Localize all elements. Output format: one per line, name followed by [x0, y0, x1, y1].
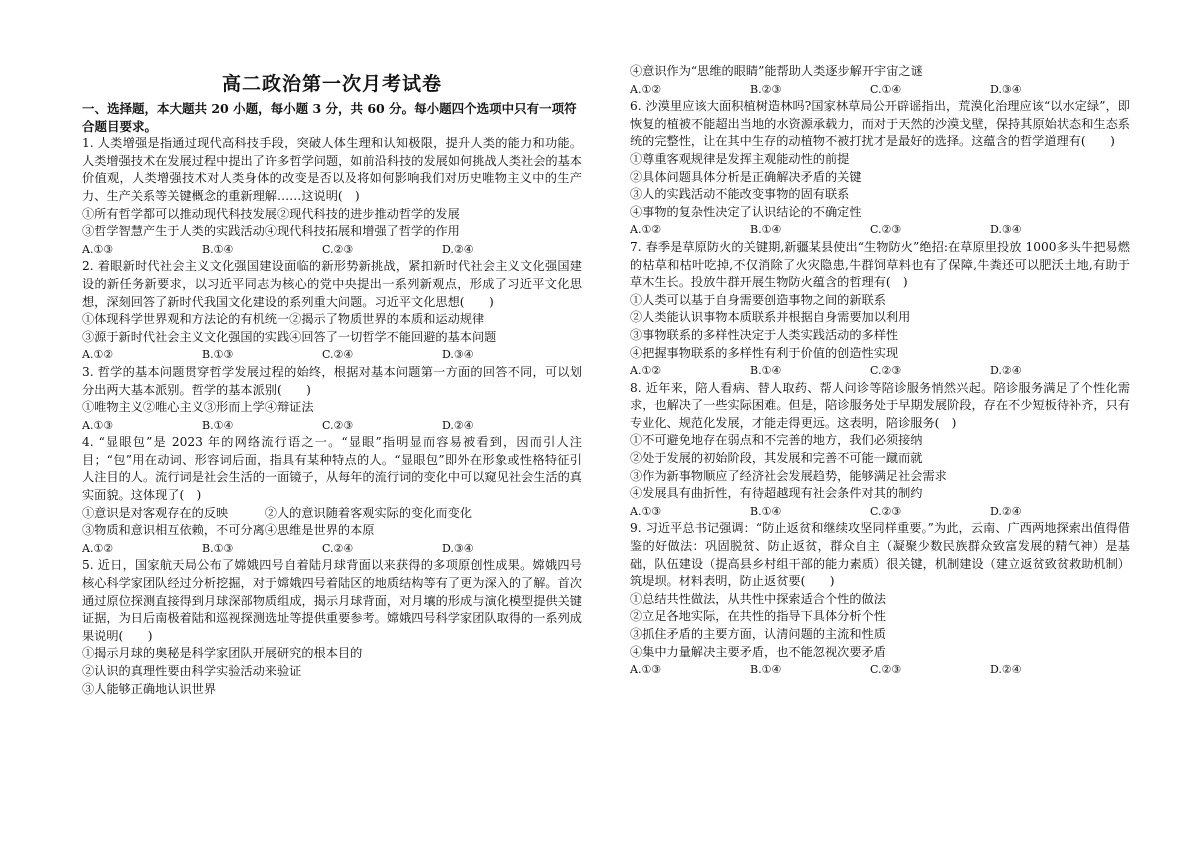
statement: ①总结共性做法，从共性中探索适合个性的做法: [630, 591, 886, 606]
section-header: 一、选择题，本大题共 20 小题，每小题 3 分，共 60 分。每小题四个选项中只有一项符合题目要求。: [82, 101, 577, 134]
option-c[interactable]: C.②③: [870, 663, 902, 677]
right-column: [630, 63, 1130, 679]
statement: ④集中力量解决主要矛盾，也不能忽视次要矛盾: [630, 644, 886, 659]
option-d[interactable]: D.③④: [990, 223, 1022, 237]
options-row: [630, 81, 1130, 99]
option-c[interactable]: C.②③: [322, 418, 354, 432]
option-a[interactable]: A.①③: [630, 504, 662, 518]
option-d[interactable]: D.③④: [990, 82, 1022, 96]
options-row: [630, 661, 1130, 679]
option-b[interactable]: B.①④: [750, 504, 782, 518]
option-a[interactable]: A.①②: [630, 364, 662, 378]
question-stem: 8. 近年来，陪人看病、替人取药、帮人问诊等陪诊服务悄然兴起。陪诊服务满足了个性化需求，也解决了一些实际困难。但是，陪诊服务处于早期发展阶段，存在不少短板待补齐，只有专业化、规范化发展，才能走得更远。这表明，陪诊服务( ): [630, 380, 1130, 430]
option-a[interactable]: A.①②: [630, 82, 662, 96]
option-a[interactable]: A.①③: [630, 663, 662, 677]
option-b[interactable]: B.①④: [202, 242, 234, 256]
option-d[interactable]: D.②④: [990, 504, 1022, 518]
option-d[interactable]: D.②④: [442, 418, 474, 432]
page-title: 高二政治第一次月考试卷: [221, 73, 442, 95]
option-c[interactable]: C.②③: [322, 242, 354, 256]
option-c[interactable]: C.②④: [322, 541, 354, 555]
question-6: [630, 98, 1130, 239]
question-2: [82, 258, 582, 364]
statement: ①揭示月球的奥秘是科学家团队开展研究的根本目的: [82, 646, 363, 661]
question-stem: 2. 着眼新时代社会主义文化强国建设面临的新形势新挑战，紧扣新时代社会主义文化强国建设的新任务新要求，以习近平同志为核心的党中央提出一系列新观点，形成了习近平文化思想，深刻回答了新时代我国文化建设的系列重大问题。习近平文化思想( ): [82, 259, 582, 309]
option-b[interactable]: B.①④: [750, 663, 782, 677]
option-d[interactable]: D.②④: [990, 663, 1022, 677]
statement: ①人类可以基于自身需要创造事物之间的新联系: [630, 292, 886, 307]
statement: ①不可避免地存在弱点和不完善的地方，我们必须接纳: [630, 433, 923, 448]
option-c[interactable]: C.①④: [870, 82, 902, 96]
options-row: [82, 346, 582, 364]
question-4: [82, 434, 582, 557]
statement: ③人的实践活动不能改变事物的固有联系: [630, 187, 850, 202]
statement: ③事物联系的多样性决定于人类实践活动的多样性: [630, 327, 899, 342]
statement: ②人类能认识事物本质联系并根据自身需要加以利用: [630, 310, 911, 325]
option-a[interactable]: A.①②: [630, 223, 662, 237]
statement: ①唯物主义②唯心主义③形而上学④辩证法: [82, 400, 314, 415]
left-column: [82, 62, 582, 698]
question-1: [82, 135, 582, 258]
question-8: [630, 380, 1130, 521]
option-b[interactable]: B.①④: [202, 418, 234, 432]
statement: ①体现科学世界观和方法论的有机统一②揭示了物质世界的本质和运动规律: [82, 312, 485, 327]
option-a[interactable]: A.①③: [82, 242, 114, 256]
statement: ③作为新事物顺应了经济社会发展趋势，能够满足社会需求: [630, 468, 947, 483]
question-stem: 3. 哲学的基本问题贯穿哲学发展过程的始终，根据对基本问题第一方面的回答不同，可以划分出两大基本派别。哲学的基本派别( ): [82, 364, 582, 397]
statement: ①意识是对客观存在的反映 ②人的意识随着客观实际的变化而变化: [82, 505, 472, 520]
options-row: [630, 221, 1130, 239]
statement: ③哲学智慧产生于人类的实践活动④现代科技拓展和增强了哲学的作用: [82, 224, 460, 239]
statement: ③人能够正确地认识世界: [82, 681, 217, 696]
statement: ③抓住矛盾的主要方面，认清问题的主流和性质: [630, 627, 886, 641]
option-b[interactable]: B.①③: [202, 541, 234, 555]
question-stem: 6. 沙漠里应该大面积植树造林吗?国家林草局公开辟谣指出，荒漠化治理应该“以水定绿”，即恢复的植被不能超出当地的水资源承载力，而对于天然的沙漠戈壁，保持其原始状态和生态系统的完整性，让在其中生存的动植物不被打扰才是最好的选择。这蕴含的哲学道理有( ): [630, 99, 1130, 149]
option-d[interactable]: D.②④: [990, 364, 1022, 378]
statement: ④意识作为“思维的眼睛”能帮助人类逐步解开宇宙之谜: [630, 64, 923, 78]
option-a[interactable]: A.①②: [82, 541, 114, 555]
question-stem: 4. “显眼包”是 2023 年的网络流行语之一。“显眼”指明显而容易被看到，因而引人注目；“包”用在动词、形容词后面，指具有某种特点的人。“显眼包”即外在形象或性格特征引人注目的人。流行词是社会生活的一面镜子，从每年的流行词的变化中可以窥见社会生活的真实面貌。这体现了( ): [82, 435, 582, 503]
option-b[interactable]: B.②③: [750, 82, 782, 96]
statement: ②立足各地实际，在共性的指导下具体分析个性: [630, 609, 886, 624]
option-c[interactable]: C.②③: [870, 364, 902, 378]
option-b[interactable]: B.①③: [202, 348, 234, 362]
option-d[interactable]: D.③④: [442, 541, 474, 555]
question-3: [82, 364, 582, 434]
statement: ②认识的真理性要由科学实验活动来验证: [82, 664, 302, 678]
statement: ④事物的复杂性决定了认识结论的不确定性: [630, 204, 862, 219]
statement: ①所有哲学都可以推动现代科技发展②现代科技的进步推动哲学的发展: [82, 206, 460, 221]
question-5: [82, 557, 582, 698]
statement: ②处于发展的初始阶段，其发展和完善不可能一蹴而就: [630, 451, 923, 466]
option-b[interactable]: B.①④: [750, 364, 782, 378]
statement: ④发展具有曲折性，有待超越现有社会条件对其的制约: [630, 486, 923, 501]
options-row: [82, 417, 582, 435]
option-c[interactable]: C.②③: [870, 223, 902, 237]
option-d[interactable]: D.③④: [442, 348, 474, 362]
question-stem: 5. 近日，国家航天局公布了嫦娥四号自着陆月球背面以来获得的多项原创性成果。嫦娥四号核心科学家团队经过分析挖掘，对于嫦娥四号着陆区的地质结构等有了更为深入的了解。首次通过原位探测直接得到月球深部物质组成，揭示月球背面，对月壤的形成与演化模型提供关键证据，为日后南极着陆和巡视探测选址等提供重要参考。嫦娥四号科学家团队取得的一系列成果说明( ): [82, 558, 582, 643]
statement: ③物质和意识相互依赖，不可分离④思维是世界的本原: [82, 523, 375, 538]
option-a[interactable]: A.①②: [82, 348, 114, 362]
statement: ①尊重客观规律是发挥主观能动性的前提: [630, 151, 850, 166]
option-d[interactable]: D.②④: [442, 242, 474, 256]
question-7: [630, 239, 1130, 380]
options-row: [630, 503, 1130, 521]
options-row: [630, 362, 1130, 380]
question-stem: 9. 习近平总书记强调：“防止返贫和继续攻坚同样重要。”为此，云南、广西两地探索出值得借鉴的好做法：巩固脱贫、防止返贫，群众自主（凝聚少数民族群众致富发展的精气神）是基础，队伍建设（提高县乡村组干部的能力素质）很关键，机制建设（建立返贫致贫救助机制）筑堤坝。材料表明，防止返贫要( ): [630, 521, 1130, 589]
question-9: [630, 520, 1130, 678]
option-b[interactable]: B.①④: [750, 223, 782, 237]
option-c[interactable]: C.②④: [322, 348, 354, 362]
options-row: [82, 241, 582, 259]
options-row: [82, 540, 582, 558]
option-a[interactable]: A.①③: [82, 418, 114, 432]
option-c[interactable]: C.②③: [870, 504, 902, 518]
statement: ②具体问题具体分析是正确解决矛盾的关键: [630, 169, 862, 184]
question-stem: 7. 春季是草原防火的关键期,新疆某县使出“生物防火”绝招:在草原里投放 1000多头牛把易燃的枯草和枯叶吃掉,不仅消除了火灾隐患,牛群饲草料也有了保障,牛粪还可以肥沃土地,有助于草木生长。投放牛群开展生物防火蕴含的哲理有( ): [630, 239, 1130, 290]
statement: ④把握事物联系的多样性有利于价值的创造性实现: [630, 345, 899, 360]
question-stem: 1. 人类增强是指通过现代高科技手段，突破人体生理和认知极限，提升人类的能力和功能。人类增强技术在发展过程中提出了许多哲学问题，如前沿科技的发展如何挑战人类社会的基本价值观，人类增强技术对人类身体的改变是否以及将如何影响我们对历史唯物主义中的生产力、生产关系等关键概念的重新理解……这说明( ): [82, 136, 582, 203]
statement: ③源于新时代社会主义文化强国的实践④回答了一切哲学不能回避的基本问题: [82, 329, 497, 344]
